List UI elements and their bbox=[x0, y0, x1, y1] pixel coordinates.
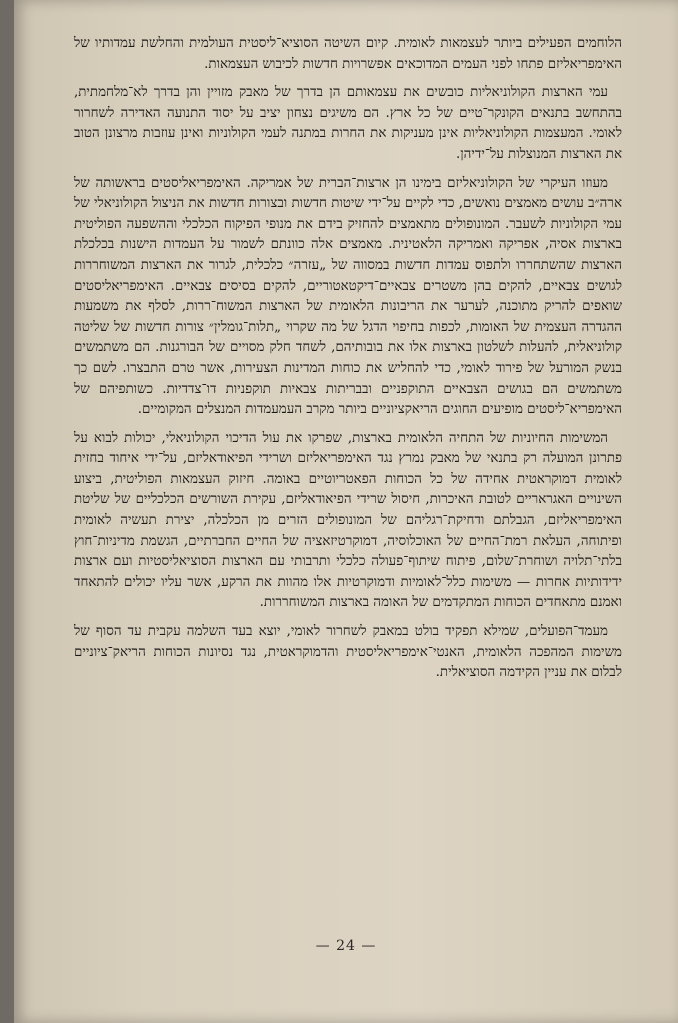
book-page bbox=[14, 0, 678, 1023]
paragraph-2: עמי הארצות הקולוניאליות כובשים את עצמאותם הן בדרך של מאבק מזויין והן בדרך לא־מלחמתית, בהתחשב בתנאים הקונקר־טיים של כל ארץ. הם משיגים נצחון יציב על יסוד התנועה האדירה לשחרור לאומי. המעצמות הקולוניאליות אינן מעניקות את החרות במתנה לעמי הקולוניות ואינן עוזבות מרצונן הטוב את הארצות המנוצלות על־ידיהן. bbox=[74, 85, 622, 162]
paragraph-5: מעמד־הפועלים, שמילא תפקיד בולט במאבק לשחרור לאומי, יוצא בעד השלמה עקבית עד הסוף של משימות המהפכה הלאומית, האנטי־אימפריאליסטית והדמוקראטית, נגד נסיונות הכוחות הריאק־ציוניים לבלום את עניין הקידמה הסוציאלית. bbox=[74, 624, 622, 681]
body-text bbox=[74, 34, 622, 692]
paragraph-1: הלוחמים הפעילים ביותר לעצמאות לאומית. קיום השיטה הסוציא־ליסטית העולמית והחלשת עמדותיו של האימפריאליזם פתחו לפני העמים המדוכאים אפשרויות חדשות לכיבוש העצמאות. bbox=[74, 36, 622, 72]
paragraph-3: מעוזו העיקרי של הקולוניאליזם בימינו הן ארצות־הברית של אמריקה. האימפריאליסטים בראשותה של ארה״ב עושים מאמצים נואשים, כדי לקיים על־ידי שיטות חדשות ובצורות חדשות את הניצול הקולוניאלי של עמי הקולוניות לשעבר. המונופולים מתאמצים להחזיק בידם את מנופי הפיקוח הכלכלי וההשפעה הפוליטית בארצות אסיה, אפריקה ואמריקה הלאטינית. מאמצים אלה כוונתם לשמור על העמדות הישנות בכלכלת הארצות שהשתחררו ולתפוס עמדות חדשות במסווה של „עזרה״ כלכלית, לגרור את הארצות המשוחררות לגושים צבאיים, להקים בהן משטרים צבאיים־דיקטאטוריים, להקים בסיסים צבאיים. האימפריאליסטים שואפים להריק מתוכנה, לערער את הריבונות הלאומית של הארצות המשוח־ררות, לסלף את משמעות ההגדרה העצמית של האומות, לכפות בחיפוי הדגל של מה שקרוי „תלות־גומלין״ צורות חדשות של שליטה קולוניאלית, להעלות לשלטון בארצות אלו את בובותיהם, לשחד חלק מסויים של הבורגנות. הם משתמשים בנשק המורעל של פירוד לאומי, כדי להחליש את כוחות המדינות הצעירות, אשר טרם התבצרו. לשם כך משתמשים הם בגושים הצבאיים התוקפניים ובבריתות צבאיות תוקפניות דו־צדדיות. כשותפיהם של האימפריא־ליסטים מופיעים החוגים הריאקציוניים ביותר מקרב העמעמדות המנצלים המקומיים. bbox=[74, 175, 622, 418]
page-number: — 24 — bbox=[315, 938, 377, 954]
paragraph-4: המשימות החיוניות של התחיה הלאומית בארצות, שפרקו את עול הדיכוי הקולוניאלי, יכולות לבוא על פתרונן המועלה רק בתנאי של מאבק נמרץ נגד האימפריאליזם ושרידי הפיאודאליזם, על־ידי איחוד בחזית לאומית דמוקראטית אחידה של כל הכוחות הפאטריוטיים באומה. חיזוק העצמאות הפוליטית, ביצוע השינויים האגראריים לטובת האיכרות, חיסול שרידי הפיאודאליזם, עקירת השורשים הכלכליים של שליטת האימפריאליזם, הגבלתם ודחיקת־רגליהם של המונופולים הזרים מן הכלכלה, יצירת תעשיה לאומית ופיתוחה, העלאת רמת־החיים של האוכלוסיה, דמוקרטיזאציה של החיים החברתיים, הגשמת מדיניות־חוץ בלתי־תלויה ושוחרת־שלום, פיתוח שיתוף־פעולה כלכלי ותרבותי עם הארצות הסוציאליסטיות ועם ארצות ידידותיות אחרות — משימות כלל־לאומיות ודמוקרטיות אלו מהוות את הרקע, אשר עליו יכולים להתאחד ואמנם מתאחדים הכוחות המתקדמים של האומה בארצות המשוחררות. bbox=[74, 430, 622, 611]
